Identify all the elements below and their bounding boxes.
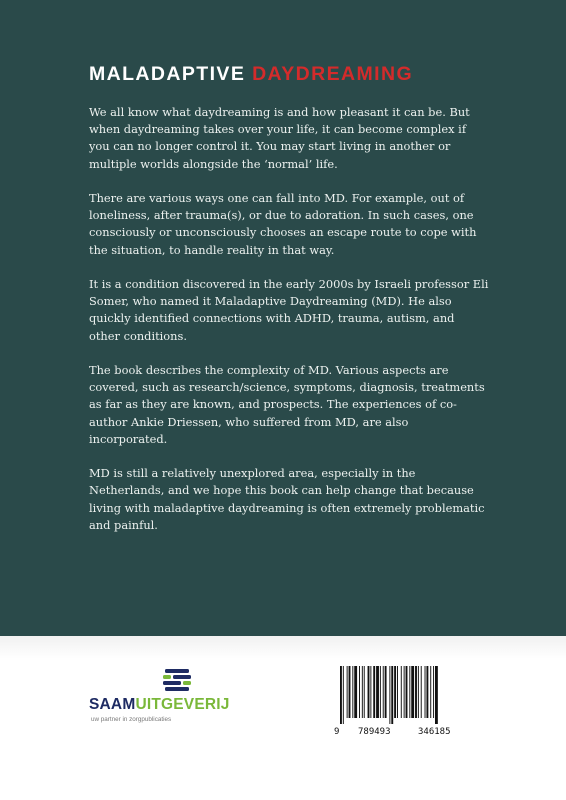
barcode-bar xyxy=(362,666,363,718)
blurb-paragraph: There are various ways one can fall into MD. For example, out of loneliness, after trauma(s), or due to adoration. In such cases, one consciously or unconsciously chooses an escape route to cope with the situation, to handle reality in that way. xyxy=(89,191,477,257)
barcode-bars xyxy=(340,666,478,724)
barcode-bar xyxy=(425,666,426,718)
publisher-name xyxy=(89,696,230,714)
barcode-bar xyxy=(343,666,344,724)
isbn-first-digit: 9 xyxy=(334,727,340,737)
publisher-logo xyxy=(89,666,269,730)
barcode-bar xyxy=(359,666,360,718)
isbn-left-group: 789493 xyxy=(358,727,391,737)
barcode-bar xyxy=(435,666,438,724)
barcode-bar xyxy=(376,666,379,718)
barcode-bar xyxy=(385,666,387,718)
barcode-bar xyxy=(426,666,428,718)
barcode-bar xyxy=(352,666,353,718)
publisher-tagline: uw partner in zorgpublicaties xyxy=(91,716,172,723)
barcode-bar xyxy=(364,666,365,718)
blurb-paragraph: We all know what daydreaming is and how pleasant it can be. But when daydreaming takes over your life, it can become complex if you can no longer control it. You may start living in another or multiple worlds alongside the ‘normal’ life. xyxy=(89,105,470,171)
isbn-right-group: 346185 xyxy=(418,727,451,737)
barcode-bar xyxy=(349,666,351,718)
barcode-bar xyxy=(415,666,417,718)
barcode-bar xyxy=(433,666,434,718)
barcode-bar xyxy=(394,666,396,718)
barcode-bar xyxy=(354,666,357,718)
barcode-bar xyxy=(370,666,371,718)
barcode-bar xyxy=(406,666,408,718)
barcode-bar xyxy=(418,666,419,718)
publisher-mark-icon xyxy=(161,666,193,694)
publisher-name-saam: SAAM xyxy=(89,696,136,713)
barcode-bar xyxy=(409,666,410,718)
barcode-bar xyxy=(404,666,405,718)
barcode-bar xyxy=(373,666,375,718)
title-word-maladaptive: MALADAPTIVE xyxy=(89,63,246,85)
blurb xyxy=(89,104,489,551)
title-word-daydreaming: DAYDREAMING xyxy=(252,63,414,85)
barcode-bar xyxy=(397,666,398,718)
barcode-bar xyxy=(368,666,370,718)
barcode-bar xyxy=(411,666,414,718)
barcode-bar xyxy=(430,666,431,718)
barcode-bar xyxy=(421,666,422,718)
barcode-bar xyxy=(401,666,402,718)
barcode-bar xyxy=(340,666,342,724)
publisher-name-uitgeverij: UITGEVERIJ xyxy=(135,696,230,713)
barcode-bar xyxy=(391,666,393,724)
barcode-bar xyxy=(383,666,384,718)
book-title xyxy=(89,62,413,86)
blurb-paragraph: It is a condition discovered in the early 2000s by Israeli professor Eli Somer, who named it Maladaptive Daydreaming (MD). He also quickly identified connections with ADHD, trauma, autism, and other conditions. xyxy=(89,277,489,343)
barcode-bar xyxy=(380,666,381,718)
blurb-paragraph: The book describes the complexity of MD. Various aspects are covered, such as research/science, symptoms, diagnosis, treatments as far as they are known, and prospects. The experiences of co-author Ankie Driessen, who suffered from MD, are also incorporated. xyxy=(89,363,485,446)
barcode-bar xyxy=(347,666,348,718)
barcode-bar xyxy=(389,666,390,724)
blurb-paragraph: MD is still a relatively unexplored area, especially in the Netherlands, and we hope this book can help change that because living with maladaptive daydreaming is often extremely problematic and painful. xyxy=(89,466,485,532)
isbn-barcode xyxy=(334,666,484,742)
